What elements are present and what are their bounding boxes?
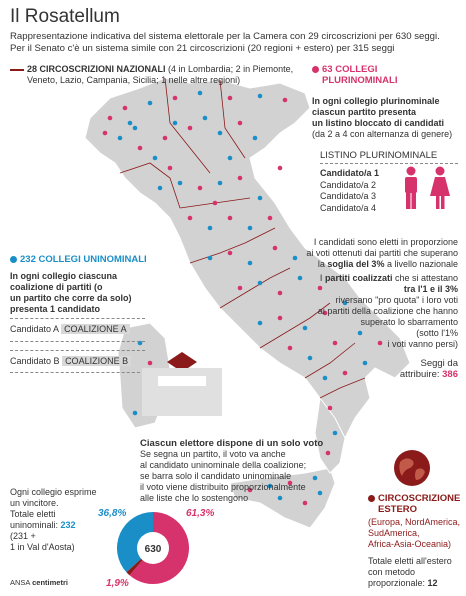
proporzione-l4a: I <box>319 273 325 283</box>
seat-dot <box>118 136 123 141</box>
estero-total-1: Totale eletti all'estero <box>368 556 452 566</box>
seat-dot <box>168 166 173 171</box>
uninominali-block <box>10 254 150 315</box>
estero-line-1: (Europa, NordAmerica, <box>368 517 461 527</box>
circoscrizioni-head: 28 CIRCOSCRIZIONI NAZIONALI <box>27 64 166 74</box>
seat-dot <box>218 181 223 186</box>
proporzione-l7: ai partiti della coalizione che hanno <box>317 306 458 316</box>
collegio-note <box>10 487 105 553</box>
male-figure-icon <box>405 167 417 210</box>
seggi-label-1: Seggi da <box>420 358 458 369</box>
listino-candidate-2: Candidato/a 2 <box>320 179 377 190</box>
seat-dot <box>178 181 183 186</box>
uninominali-desc-1: In ogni collegio ciascuna <box>10 271 118 281</box>
seat-dot <box>333 431 338 436</box>
seat-dot <box>328 406 333 411</box>
credit-ansa: ANSA <box>10 578 31 587</box>
ballot-box-body <box>142 368 222 416</box>
proporzione-l2: ai voti ottenuti dai partiti che superano <box>306 248 458 258</box>
proporzione-l8: superato lo sbarramento <box>360 317 458 327</box>
uninominali-desc-3: un partito che corre da solo) <box>10 293 132 303</box>
seat-dot <box>248 226 253 231</box>
proporzione-l3b: soglia del 3% <box>327 259 385 269</box>
seat-dot <box>208 256 213 261</box>
estero-line-2: SudAmerica, <box>368 528 420 538</box>
listino-candidate-1: Candidato/a 1 <box>320 168 380 178</box>
voto-line-2: al candidato uninominale della coalizione; <box>140 460 307 470</box>
plurinominali-desc-3: un listino bloccato di candidati <box>312 118 445 128</box>
collegio-note-1: Ogni collegio esprime <box>10 487 97 497</box>
donut-label-red: 1,9% <box>106 578 129 589</box>
uninominali-head: 232 COLLEGI UNINOMINALI <box>20 254 147 265</box>
estero-total-3: proporzionale: <box>368 578 428 588</box>
proporzione-l3a: la <box>317 259 328 269</box>
plurinominali-desc-1: In ogni collegio plurinominale <box>312 96 440 106</box>
ballot-slot <box>158 376 206 386</box>
subtitle-line-1: Rappresentazione indicativa del sistema elettorale per la Camera con 29 circoscrizioni per 630 seggi. <box>10 31 440 42</box>
seat-dot <box>258 281 263 286</box>
seat-dot <box>203 116 208 121</box>
estero-line-3: Africa-Asia-Oceania) <box>368 539 452 549</box>
seat-dot <box>208 226 213 231</box>
proporzione-l4b: partiti coalizzati <box>324 273 393 283</box>
proporzione-l6: riversano "pro quota" i loro voti <box>335 295 458 305</box>
page-title: Il Rosatellum <box>10 6 120 27</box>
estero-head2: ESTERO <box>378 504 418 515</box>
seat-dot <box>268 216 273 221</box>
proporzione-block <box>270 237 458 380</box>
proporzione-l4c: che si attestano <box>392 273 458 283</box>
ballot-box-icon <box>140 348 225 418</box>
collegio-note-extra-1: (231 + <box>10 531 36 541</box>
seat-dot <box>128 121 133 126</box>
seggi-label-2: attribuire: <box>399 369 440 380</box>
estero-head1: CIRCOSCRIZIONE <box>378 493 461 504</box>
estero-total-value: 12 <box>427 578 438 588</box>
subtitle-line-2: Per il Senato c'è un sistema simile con 21 circoscrizioni (20 regioni + estero) per 315 seggi <box>10 42 395 54</box>
seat-dot <box>188 126 193 131</box>
voto-line-1: Se segna un partito, il voto va anche <box>140 449 286 459</box>
donut-total: 630 <box>144 544 162 555</box>
proporzione-l10: i voti vanno persi) <box>387 339 458 349</box>
circoscrizioni-text1: (4 in Lombardia; 2 in Piemonte, <box>168 64 294 74</box>
seat-dot <box>133 411 138 416</box>
seat-dot <box>103 131 108 136</box>
voto-line-4: il voto viene distribuito proporzionalmente <box>140 482 306 492</box>
listino-divider <box>320 163 458 164</box>
blue-dot-icon <box>10 256 17 263</box>
voto-line-5: alle liste che lo sostengono <box>140 493 249 503</box>
plurinominali-block <box>312 64 462 86</box>
donut-label-pink: 61,3% <box>186 508 215 519</box>
seat-dot <box>198 91 203 96</box>
red-dot-icon <box>368 495 375 502</box>
seat-dot <box>228 96 233 101</box>
seat-dot <box>238 176 243 181</box>
proporzione-l5: tra l'1 e il 3% <box>403 284 458 294</box>
credit-centimetri: centimetri <box>32 578 68 587</box>
seat-dot <box>173 96 178 101</box>
voto-block <box>140 438 355 504</box>
gender-figures-icon <box>396 166 456 210</box>
seat-dot <box>123 106 128 111</box>
pink-dot-icon <box>312 66 319 73</box>
seat-dot <box>173 121 178 126</box>
credit <box>10 578 68 587</box>
divider-4 <box>10 372 145 373</box>
coalition-a-tag: COALIZIONE A <box>61 324 130 334</box>
seat-dot <box>158 186 163 191</box>
collegio-note-3: Totale eletti <box>10 509 56 519</box>
seat-dot <box>228 216 233 221</box>
seat-dot <box>238 286 243 291</box>
seat-dot <box>188 216 193 221</box>
globe-icon <box>392 448 432 488</box>
plurinominali-head1: 63 COLLEGI <box>322 64 378 75</box>
candidate-a-label: Candidato A <box>10 324 59 334</box>
line-icon <box>10 69 24 71</box>
subtitle <box>10 31 460 54</box>
coalition-b-tag: COALIZIONE B <box>62 356 131 366</box>
seat-dot <box>283 98 288 103</box>
plurinominali-head2: PLURINOMINALI <box>322 75 398 86</box>
seat-dot <box>258 321 263 326</box>
listino-title: LISTINO PLURINOMINALE <box>320 150 438 161</box>
candidate-b-label: Candidato B <box>10 355 60 366</box>
seat-dot <box>248 261 253 266</box>
seat-dot <box>258 94 263 99</box>
female-figure-icon <box>430 167 450 210</box>
seat-dot <box>228 156 233 161</box>
circoscrizioni-block <box>10 64 300 86</box>
plurinominali-desc-2: ciascun partito presenta <box>312 107 417 117</box>
candidate-b-row <box>10 351 145 373</box>
seat-dot <box>153 156 158 161</box>
collegio-note-extra-2: 1 in Val d'Aosta) <box>10 542 75 552</box>
uninominali-desc-4: presenta 1 candidato <box>10 304 101 314</box>
seat-dot <box>218 131 223 136</box>
voto-head: Ciascun elettore dispone di un solo voto <box>140 438 324 449</box>
estero-total-2: con metodo <box>368 567 416 577</box>
listino-candidate-4: Candidato/a 4 <box>320 202 377 213</box>
seat-dot <box>163 136 168 141</box>
seat-dot <box>278 166 283 171</box>
seat-dot <box>148 101 153 106</box>
seat-dot <box>238 121 243 126</box>
seat-dot <box>213 201 218 206</box>
seggi-value: 386 <box>442 369 458 380</box>
seats-donut-chart <box>113 508 193 588</box>
seat-dot <box>253 136 258 141</box>
collegio-note-2: un vincitore. <box>10 498 59 508</box>
donut-label-blue: 36,8% <box>98 508 127 519</box>
voto-line-3: se barra solo il candidato uninominale <box>140 471 292 481</box>
listino-candidate-3: Candidato/a 3 <box>320 191 377 201</box>
uninominali-candidates <box>10 318 145 373</box>
seat-dot <box>258 196 263 201</box>
seat-dot <box>138 146 143 151</box>
collegio-note-value: 232 <box>60 520 76 530</box>
seat-dot <box>198 186 203 191</box>
collegio-note-4: uninominali: <box>10 520 61 530</box>
uninominali-desc-2: coalizione di partiti (o <box>10 282 103 292</box>
circoscrizioni-text2: Veneto, Lazio, Campania, Sicilia; 1 nelle altre regioni) <box>27 75 241 85</box>
candidate-a-row <box>10 319 145 341</box>
proporzione-l9: (sotto l'1% <box>416 328 458 338</box>
plurinominali-desc-note: (da 2 a 4 con alternanza di genere) <box>312 129 453 139</box>
seat-dot <box>228 251 233 256</box>
estero-block <box>368 493 464 589</box>
seat-dot <box>133 126 138 131</box>
plurinominali-desc <box>312 96 462 140</box>
proporzione-l3c: a livello nazionale <box>384 259 458 269</box>
proporzione-l1: I candidati sono eletti in proporzione <box>313 237 458 247</box>
seat-dot <box>108 116 113 121</box>
